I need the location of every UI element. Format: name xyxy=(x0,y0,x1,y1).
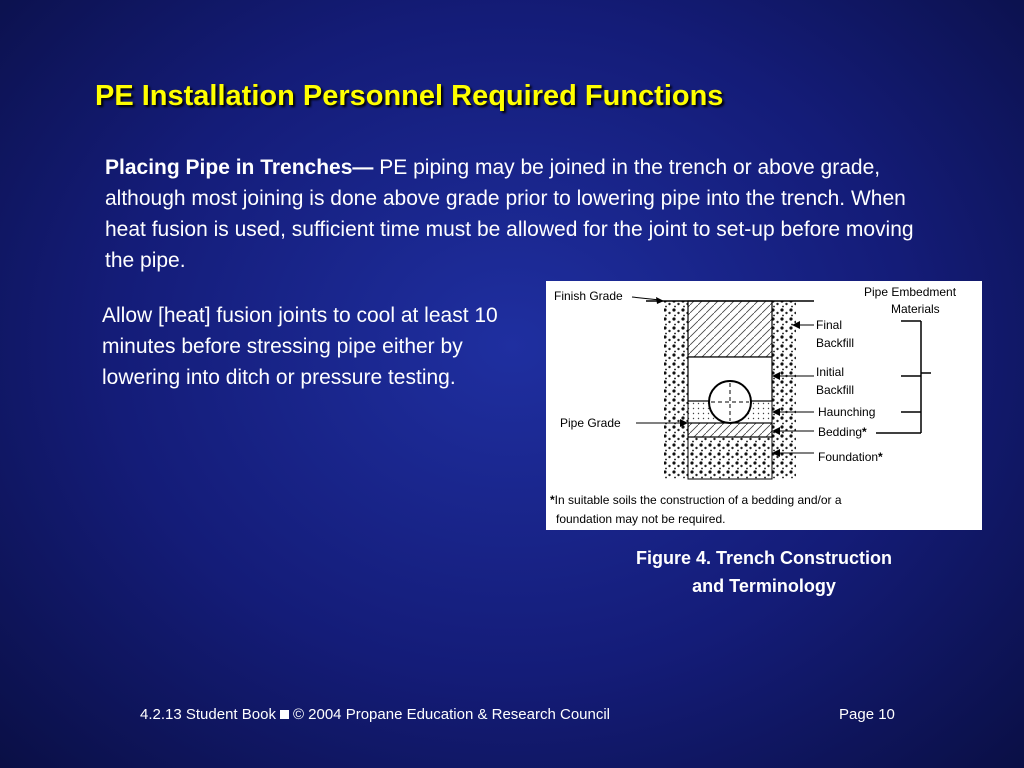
intro-paragraph xyxy=(105,152,945,276)
left-trench-wall xyxy=(664,301,688,479)
label-embedment-2: Materials xyxy=(891,302,940,316)
label-pipe-grade: Pipe Grade xyxy=(560,416,621,430)
intro-body: PE piping may be joined in the trench or above grade, although most joining is done above grade prior to lowering pipe into the trench. When heat fusion is used, sufficient time must be allowed for the joint to set-up before moving the pipe. xyxy=(105,156,914,272)
label-haunching: Haunching xyxy=(818,405,876,419)
final-backfill-zone xyxy=(688,301,772,357)
label-final: Final xyxy=(816,318,843,332)
label-embedment-1: Pipe Embedment xyxy=(864,285,957,299)
label-initial: Initial xyxy=(816,365,845,379)
trench-diagram xyxy=(546,281,982,530)
page-number: Page 10 xyxy=(839,706,895,723)
label-initial-backfill: Backfill xyxy=(816,383,855,397)
foundation-zone xyxy=(688,437,772,479)
figure-footnote-1: *In suitable soils the construction of a bedding and/or a xyxy=(550,493,842,507)
footer-copyright: © 2004 Propane Education & Research Council xyxy=(292,706,611,723)
figure-caption xyxy=(584,544,944,600)
square-bullet-icon xyxy=(280,710,289,719)
bedding-zone xyxy=(688,423,772,437)
cooling-note: Allow [heat] fusion joints to cool at least 10 minutes before stressing pipe either by lowering into ditch or pressure testing. xyxy=(102,304,498,389)
label-bedding: Bedding* xyxy=(818,425,867,439)
figure-footnote-2: foundation may not be required. xyxy=(556,512,726,526)
slide-title: PE Installation Personnel Required Functions xyxy=(95,80,724,112)
label-finish-grade: Finish Grade xyxy=(554,289,623,303)
pipe-cross-section xyxy=(709,381,751,423)
figure-caption-line1: Figure 4. Trench Construction xyxy=(635,548,893,568)
figure-caption-line2: and Terminology xyxy=(692,576,836,596)
intro-heading: Placing Pipe in Trenches— xyxy=(105,156,374,179)
footer-book: 4.2.13 Student Book xyxy=(140,706,276,723)
footer xyxy=(140,706,610,723)
trench-diagram-drawing xyxy=(546,281,982,530)
label-final-backfill: Backfill xyxy=(816,336,855,350)
label-foundation: Foundation* xyxy=(818,450,883,464)
